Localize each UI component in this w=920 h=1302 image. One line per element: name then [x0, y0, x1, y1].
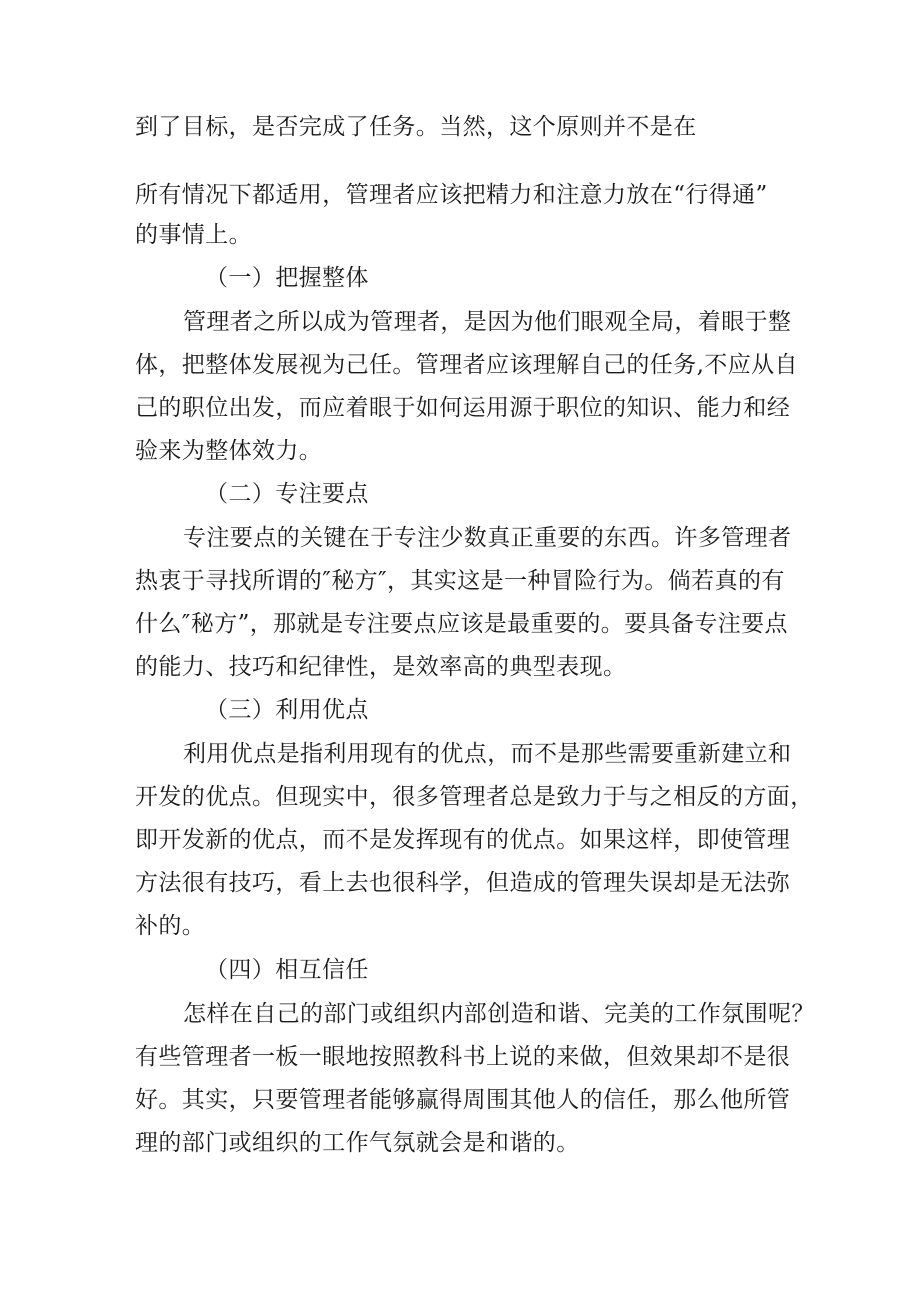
- paragraph-first-line: 管理者之所以成为管理者，是因为他们眼观全局，着眼于整: [183, 309, 792, 335]
- paragraph-line: 有些管理者一板一眼地按照教科书上说的来做，但效果却不是很: [135, 1044, 791, 1070]
- section-heading-3: （三）利用优点: [205, 697, 369, 723]
- paragraph-line: 所有情况下都适用，管理者应该把精力和注意力放在“行得通”: [135, 182, 768, 208]
- paragraph-line: 开发的优点。但现实中，很多管理者总是致力于与之相反的方面，: [135, 784, 814, 810]
- paragraph-first-line: 利用优点是指利用现有的优点，而不是那些需要重新建立和: [183, 741, 792, 767]
- section-heading-4: （四）相互信任: [205, 957, 369, 983]
- paragraph-line: 的能力、技巧和纪律性，是效率高的典型表现。: [135, 654, 627, 680]
- section-heading-2: （二）专注要点: [205, 481, 369, 507]
- paragraph-line: 什么″秘方”，那就是专注要点应该是最重要的。要具备专注要点: [135, 611, 788, 637]
- paragraph-line: 的事情上。: [135, 222, 252, 248]
- paragraph-first-line: 专注要点的关键在于专注少数真正重要的东西。许多管理者: [183, 525, 792, 551]
- paragraph-line: 理的部门或组织的工作气氛就会是和谐的。: [135, 1130, 580, 1156]
- paragraph-continuation-line: 到了目标，是否完成了任务。当然，这个原则并不是在: [135, 114, 697, 140]
- paragraph-line: 好。其实，只要管理者能够赢得周围其他人的信任，那么他所管: [135, 1087, 791, 1113]
- paragraph-line: 补的。: [135, 913, 206, 939]
- paragraph-first-line: 怎样在自己的部门或组织内部创造和谐、完美的工作氛围呢？: [183, 1001, 815, 1027]
- paragraph-line: 己的职位出发，而应着眼于如何运用源于职位的知识、能力和经: [135, 395, 791, 421]
- paragraph-line: 体，把整体发展视为己任。管理者应该理解自己的任务,不应从自: [135, 352, 798, 378]
- paragraph-line: 热衷于寻找所谓的″秘方″，其实这是一种冒险行为。倘若真的有: [135, 568, 785, 594]
- section-heading-1: （一）把握整体: [205, 265, 369, 291]
- paragraph-line: 即开发新的优点，而不是发挥现有的优点。如果这样，即使管理: [135, 827, 791, 853]
- paragraph-line: 方法很有技巧，看上去也很科学，但造成的管理失误却是无法弥: [135, 870, 791, 896]
- paragraph-line: 验来为整体效力。: [135, 438, 323, 464]
